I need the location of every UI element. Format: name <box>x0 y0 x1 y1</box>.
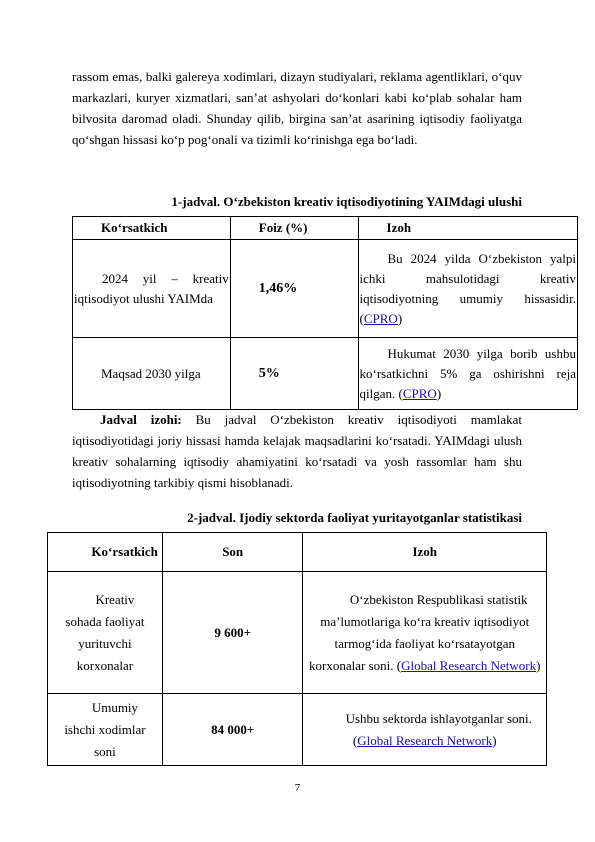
table-row <box>73 240 578 338</box>
table2-cell-indicator: Umumiy ishchi xodimlar soni <box>48 694 163 766</box>
table2-header-note: Izoh <box>303 533 547 572</box>
table-row <box>48 572 547 694</box>
table-note-text: Bu jadval O‘zbekiston kreativ iqtisodiyoti mamlakat iqtisodiyotidagi joriy hissasi hamda kelajak maqsadlarini ko‘rsatadi. YAIMdagi ulush kreativ sohalarning iqtisodiy ahamiyatini ko‘rsatadi va yosh rassomlar ham shu iqtisodiyotning tarkibiy qismi hisoblanadi. <box>72 412 523 490</box>
table-row <box>73 338 578 410</box>
source-link[interactable]: Global Research Network <box>401 657 537 673</box>
table-row <box>48 694 547 766</box>
page-number: 7 <box>294 782 301 794</box>
table1-caption: 1-jadval. O‘zbekiston kreativ iqtisodiyotining YAIMdagi ulushi <box>171 194 522 209</box>
source-link[interactable]: Global Research Network <box>357 732 493 748</box>
table2-cell-note: O‘zbekiston Respublikasi statistik ma’lumotlariga ko‘ra kreativ iqtisodiyot tarmog‘ida faoliyat ko‘rsatayotgan korxonalar soni. (Global Research Network) <box>303 572 547 694</box>
table1-cell-note: Bu 2024 yilda O‘zbekiston yalpi ichki mahsulotidagi kreativ iqtisodiyotning umumiy hissasidir. (CPRO) <box>358 240 577 338</box>
table1-header-value: Foiz (%) <box>230 217 358 240</box>
table2-header-row <box>48 533 547 572</box>
table2-header-indicator: Ko‘rsatkich <box>48 533 163 572</box>
table1-cell-indicator: 2024 yil – kreativ iqtisodiyot ulushi YAIMda <box>73 240 231 338</box>
table2-cell-indicator: Kreativ sohada faoliyat yurituvchi korxonalar <box>48 572 163 694</box>
table2-cell-note: Ushbu sektorda ishlayotganlar soni. (Global Research Network) <box>303 694 547 766</box>
table1-note-text: Hukumat 2030 yilga borib ushbu ko‘rsatkichni 5% ga oshirishni reja qilgan. <box>359 345 576 401</box>
intro-text: rassom emas, balki galereya xodimlari, dizayn studiyalari, reklama agentliklari, o‘quv markazlari, kuryer xizmatlari, san’at ashyolari do‘konlari kabi ko‘plab sohalar ham bilvosita daromad oladi. Shunday qilib, birgina san’at asarining iqtisodiy faoliyatga qo‘shgan hissasi ko‘p pog‘onali va tizimli ko‘rinishga ega bo‘ladi. <box>72 69 522 147</box>
table-note-label: Jadval izohi: <box>100 412 182 427</box>
table1-header-note: Izoh <box>358 217 577 240</box>
table2-caption: 2-jadval. Ijodiy sektorda faoliyat yuritayotganlar statistikasi <box>187 510 522 525</box>
table-note-paragraph <box>72 409 522 493</box>
table1 <box>72 216 578 410</box>
table2-note-text: Ushbu sektorda ishlayotganlar soni. <box>345 710 532 726</box>
table1-cell-note: Hukumat 2030 yilga borib ushbu ko‘rsatkichni 5% ga oshirishni reja qilgan. (CPRO) <box>358 338 577 410</box>
table1-cell-indicator: Maqsad 2030 yilga <box>73 338 231 410</box>
table2-header-value: Son <box>162 533 303 572</box>
source-link[interactable]: CPRO <box>363 310 398 326</box>
table2-note-text: O‘zbekiston Respublikasi statistik ma’lumotlariga ko‘ra kreativ iqtisodiyot tarmog‘ida faoliyat ko‘rsatayotgan korxonalar soni. <box>309 591 530 673</box>
table2-cell-value: 9 600+ <box>162 572 303 694</box>
intro-paragraph <box>72 66 522 150</box>
table1-note-text: Bu 2024 yilda O‘zbekiston yalpi ichki mahsulotidagi kreativ iqtisodiyotning umumiy hissasidir. <box>359 250 576 306</box>
table1-header-row <box>73 217 578 240</box>
table2-cell-value: 84 000+ <box>162 694 303 766</box>
table2 <box>47 532 547 766</box>
table1-cell-value: 5% <box>230 338 358 410</box>
table1-cell-value: 1,46% <box>230 240 358 338</box>
table1-header-indicator: Ko‘rsatkich <box>73 217 231 240</box>
source-link[interactable]: CPRO <box>402 385 437 401</box>
